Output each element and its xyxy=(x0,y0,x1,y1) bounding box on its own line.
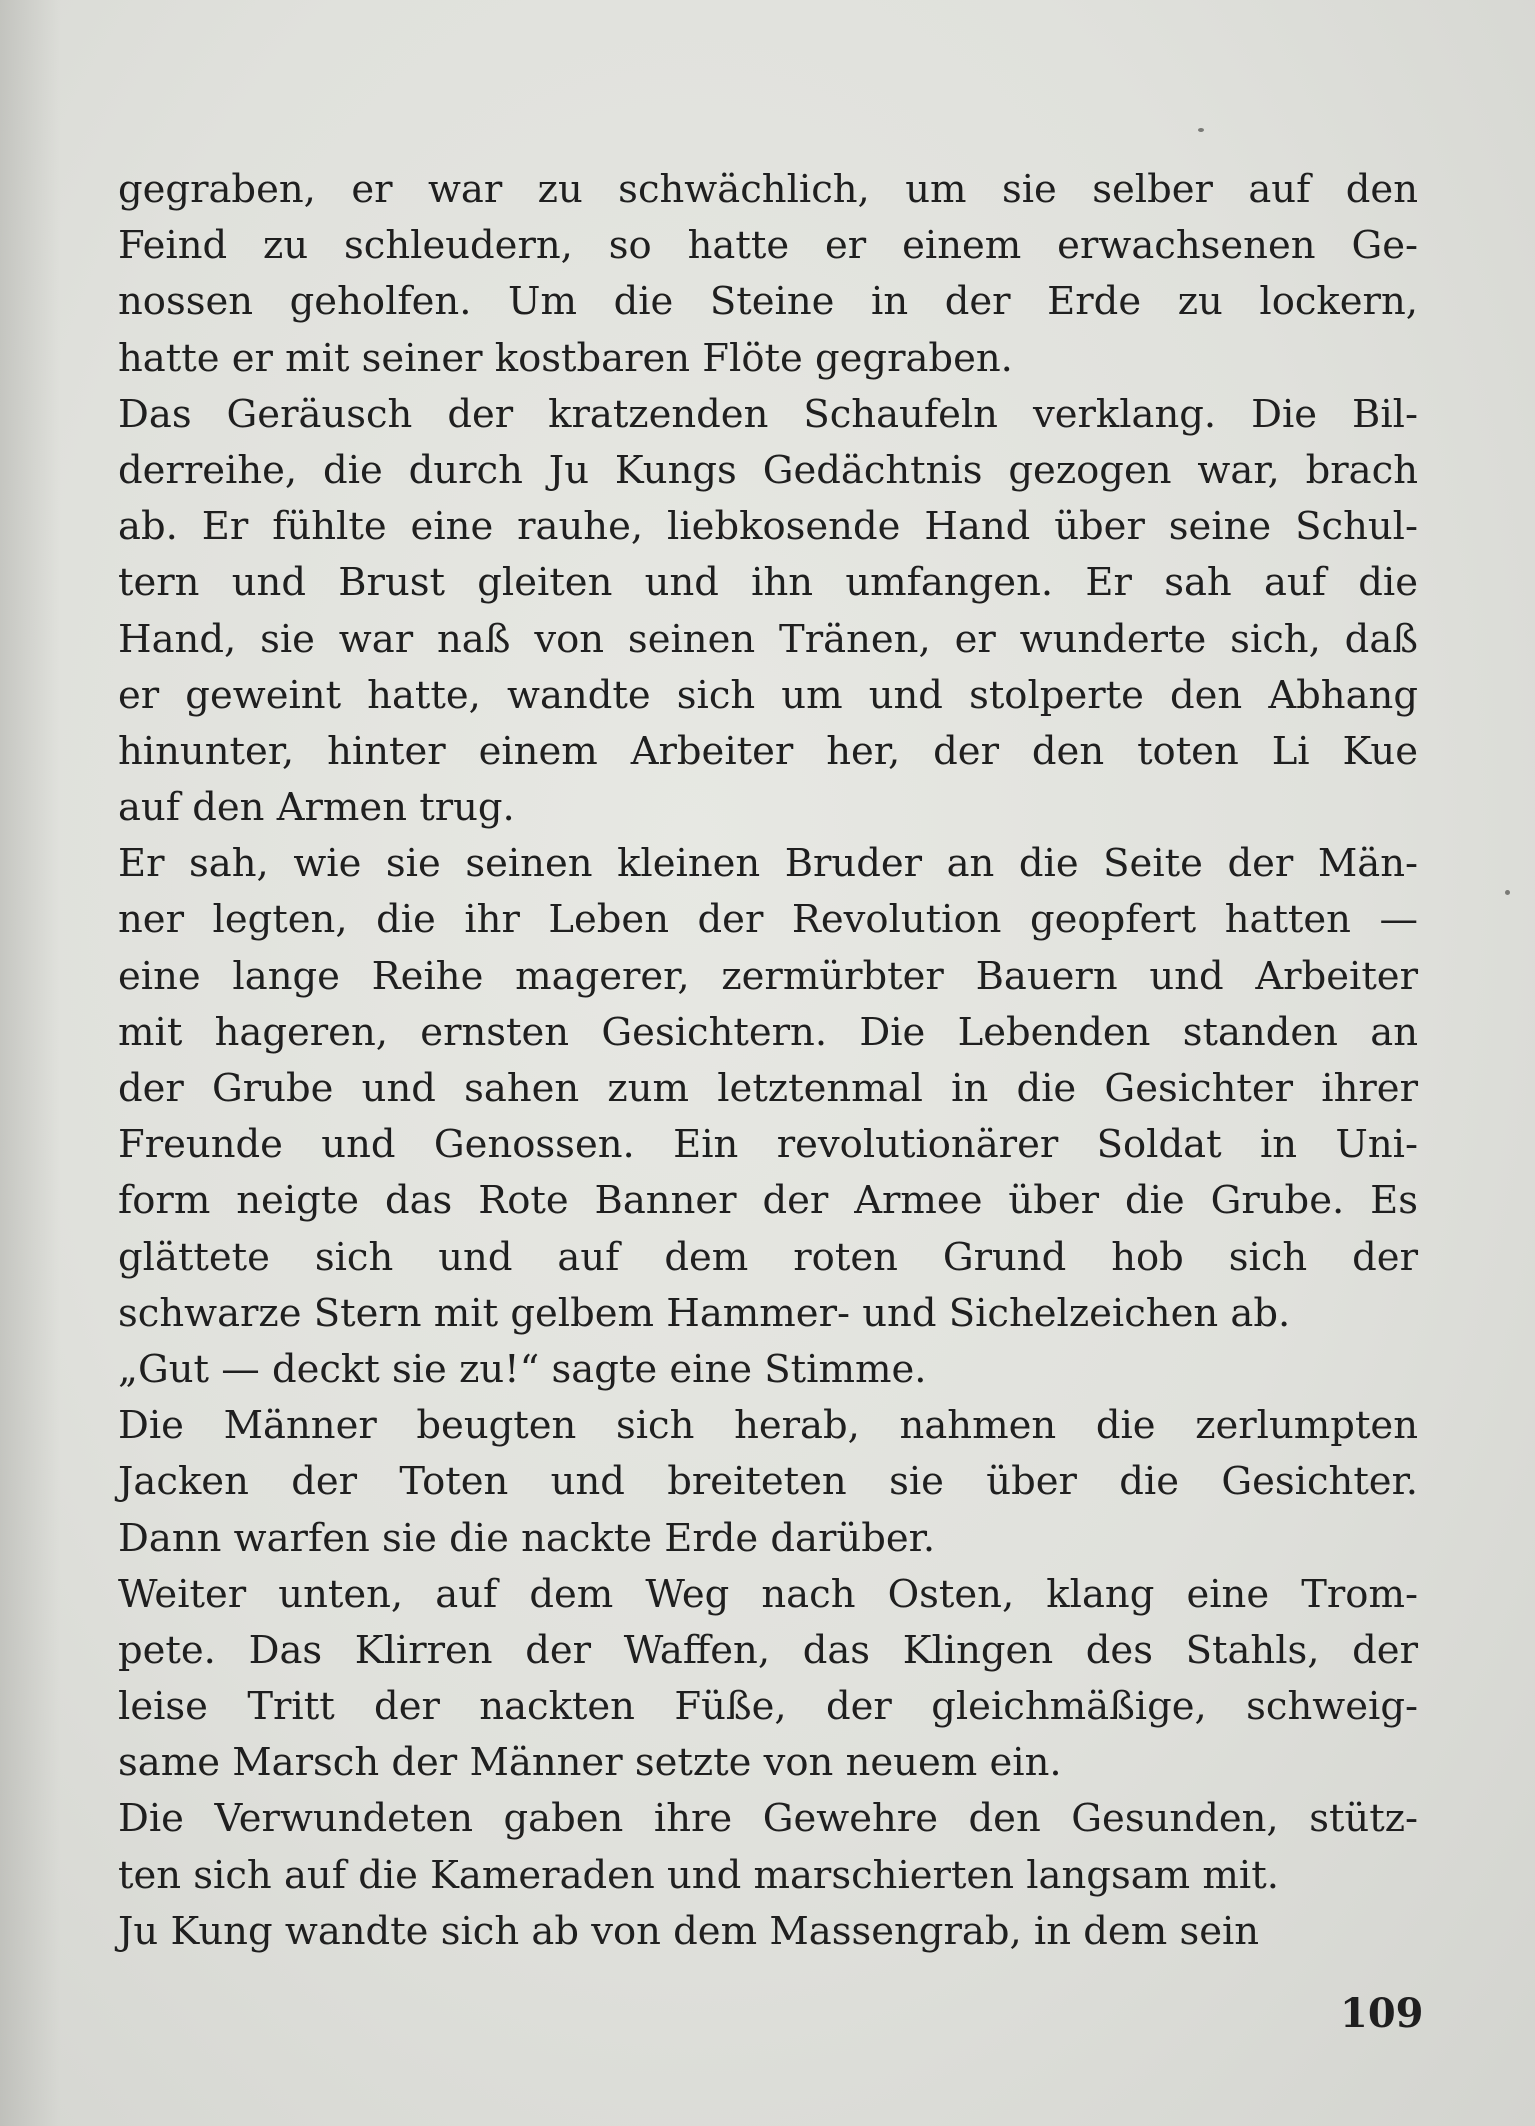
text-line: Freunde und Genossen. Ein revolutionärer Soldat in Uni- xyxy=(118,1122,1418,1168)
page-gutter-shadow xyxy=(0,0,60,2126)
text-line: ten sich auf die Kameraden und marschierten langsam mit. xyxy=(118,1852,1279,1898)
paragraph xyxy=(118,1904,1418,1960)
text-line: mit hageren, ernsten Gesichtern. Die Lebenden standen an xyxy=(118,1009,1418,1055)
text-line: derreihe, die durch Ju Kungs Gedächtnis gezogen war, brach xyxy=(118,447,1418,493)
text-line: Er sah, wie sie seinen kleinen Bruder an die Seite der Män- xyxy=(118,841,1418,887)
text-line: leise Tritt der nackten Füße, der gleichmäßige, schweig- xyxy=(118,1684,1418,1730)
text-line: tern und Brust gleiten und ihn umfangen. Er sah auf die xyxy=(118,560,1418,606)
text-line: same Marsch der Männer setzte von neuem ein. xyxy=(118,1740,1062,1786)
text-line: glättete sich und auf dem roten Grund hob sich der xyxy=(118,1234,1418,1280)
text-line: „Gut — deckt sie zu!“ sagte eine Stimme. xyxy=(118,1346,927,1392)
text-line: der Grube und sahen zum letztenmal in die Gesichter ihrer xyxy=(118,1066,1418,1111)
paper-speck xyxy=(1198,128,1204,132)
text-line: hatte er mit seiner kostbaren Flöte gegraben. xyxy=(118,335,1013,381)
paragraph xyxy=(118,836,1418,1342)
text-line: pete. Das Klirren der Waffen, das Klingen des Stahls, der xyxy=(118,1627,1418,1673)
paper-speck xyxy=(1505,890,1510,895)
text-line: Jacken der Toten und breiteten sie über die Gesichter. xyxy=(118,1459,1418,1505)
text-line: Feind zu schleudern, so hatte er einem erwachsenen Ge- xyxy=(118,223,1418,269)
text-line: Ju Kung wandte sich ab von dem Massengrab, in dem sein xyxy=(118,1908,1260,1954)
text-line: Weiter unten, auf dem Weg nach Osten, klang eine Trom- xyxy=(118,1571,1418,1617)
text-line: Die Männer beugten sich herab, nahmen die zerlumpten xyxy=(118,1403,1418,1449)
text-line: form neigte das Rote Banner der Armee über die Grube. Es xyxy=(118,1178,1418,1224)
text-line: Dann warfen sie die nackte Erde darüber. xyxy=(118,1515,936,1561)
text-line: ner legten, die ihr Leben der Revolution geopfert hatten — xyxy=(118,897,1418,943)
page-number: 109 xyxy=(1340,1990,1424,2037)
paragraph xyxy=(118,1567,1418,1792)
paragraph xyxy=(118,1342,1418,1398)
text-line: gegraben, er war zu schwächlich, um sie selber auf den xyxy=(118,167,1418,212)
paragraph xyxy=(118,1398,1418,1567)
text-line: schwarze Stern mit gelbem Hammer- und Sichelzeichen ab. xyxy=(118,1290,1291,1336)
text-line: er geweint hatte, wandte sich um und stolperte den Abhang xyxy=(118,672,1418,718)
text-line: Hand, sie war naß von seinen Tränen, er wunderte sich, daß xyxy=(118,616,1418,662)
text-line: ab. Er fühlte eine rauhe, liebkosende Hand über seine Schul- xyxy=(118,504,1418,550)
text-line: auf den Armen trug. xyxy=(118,785,515,831)
text-line: hinunter, hinter einem Arbeiter her, der den toten Li Kue xyxy=(118,728,1418,774)
paragraph xyxy=(118,1791,1418,1903)
text-line: nossen geholfen. Um die Steine in der Erde zu lockern, xyxy=(118,279,1418,325)
text-line: Die Verwundeten gaben ihre Gewehre den Gesunden, stütz- xyxy=(118,1796,1418,1842)
body-text xyxy=(118,162,1418,1960)
text-line: eine lange Reihe magerer, zermürbter Bauern und Arbeiter xyxy=(118,953,1418,999)
text-line: Das Geräusch der kratzenden Schaufeln verklang. Die Bil- xyxy=(118,391,1418,437)
paragraph xyxy=(118,387,1418,837)
paragraph xyxy=(118,162,1418,387)
